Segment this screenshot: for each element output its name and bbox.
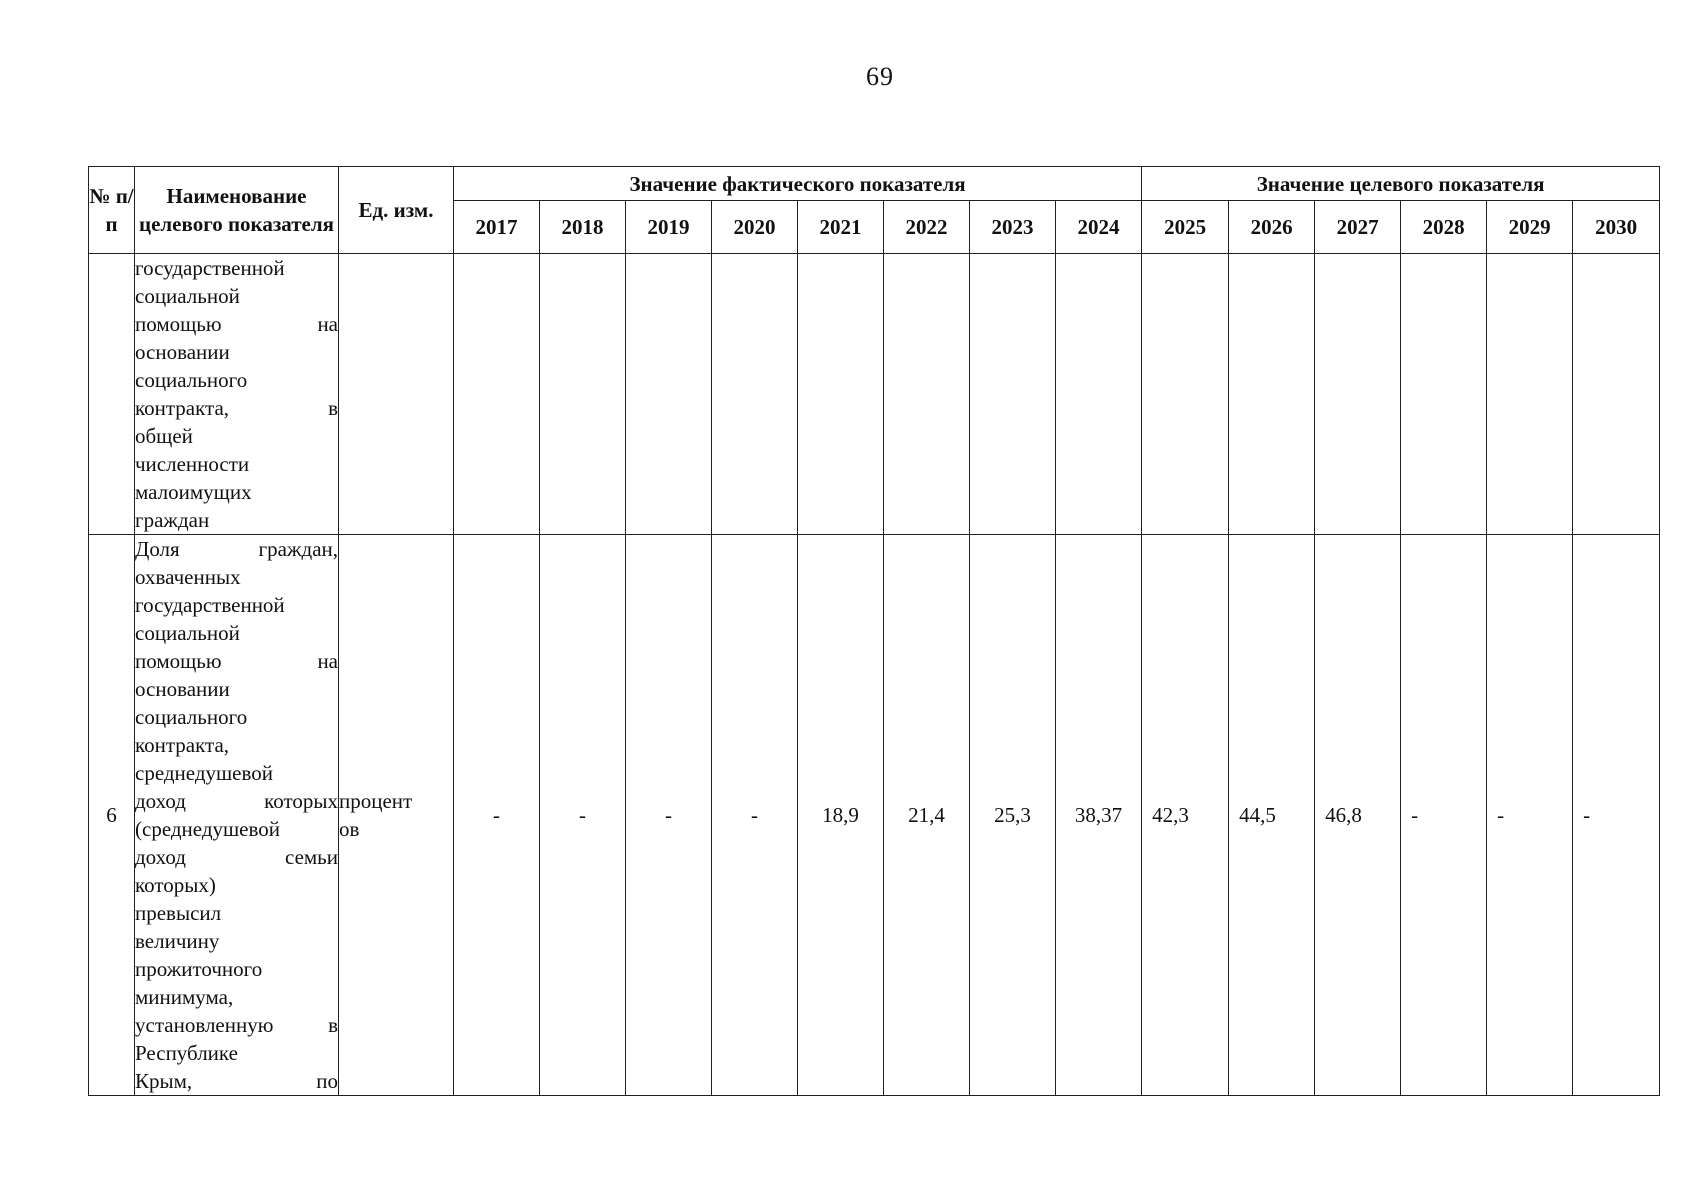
page-number: 69 <box>866 62 894 91</box>
value-cell <box>540 254 626 535</box>
name-line: среднедушевой <box>135 761 274 785</box>
header-year: 2021 <box>798 201 884 254</box>
indicator-name <box>135 535 339 1096</box>
header-year: 2025 <box>1142 201 1229 254</box>
name-line: охваченных <box>135 565 241 589</box>
value-cell: - <box>1487 535 1573 1096</box>
name-line: Доля граждан, <box>135 537 338 561</box>
row-number: 6 <box>89 535 135 1096</box>
value-cell: 38,37 <box>1056 535 1142 1096</box>
unit-line: ов <box>339 817 360 841</box>
name-line: основании <box>135 340 230 364</box>
header-year: 2017 <box>454 201 540 254</box>
header-year: 2029 <box>1487 201 1573 254</box>
header-name: Наименование целевого показателя <box>135 167 339 254</box>
name-line: численности <box>135 452 250 476</box>
header-year: 2022 <box>884 201 970 254</box>
header-year: 2028 <box>1401 201 1487 254</box>
unit-cell <box>339 535 454 1096</box>
name-line: доход которых <box>135 789 338 813</box>
value-cell: - <box>626 535 712 1096</box>
value-cell: - <box>454 535 540 1096</box>
table-row <box>89 254 1660 535</box>
name-line: минимума, <box>135 985 234 1009</box>
name-line: общей <box>135 424 193 448</box>
name-line: социального <box>135 705 248 729</box>
header-year: 2030 <box>1573 201 1660 254</box>
value-cell <box>1401 254 1487 535</box>
name-line: доход семьи <box>135 845 338 869</box>
name-line: установленную в <box>135 1013 338 1037</box>
header-year: 2023 <box>970 201 1056 254</box>
name-line: малоимущих <box>135 480 252 504</box>
table-header <box>89 167 1660 254</box>
header-year: 2020 <box>712 201 798 254</box>
header-year: 2018 <box>540 201 626 254</box>
value-cell <box>626 254 712 535</box>
name-line: прожиточного <box>135 957 263 981</box>
header-year: 2024 <box>1056 201 1142 254</box>
value-cell: - <box>1573 535 1660 1096</box>
value-cell <box>712 254 798 535</box>
name-line: (среднедушевой <box>135 817 281 841</box>
value-cell <box>1573 254 1660 535</box>
name-line: величину <box>135 929 220 953</box>
name-line: государственной <box>135 593 285 617</box>
name-line: социальной <box>135 621 240 645</box>
table-row <box>89 535 1660 1096</box>
value-cell <box>1487 254 1573 535</box>
name-line: Республике <box>135 1041 238 1065</box>
header-actual-group: Значение фактического показателя <box>454 167 1142 201</box>
name-line: контракта, в <box>135 396 338 420</box>
value-cell: - <box>1401 535 1487 1096</box>
value-cell: 25,3 <box>970 535 1056 1096</box>
row-number <box>89 254 135 535</box>
header-year: 2019 <box>626 201 712 254</box>
name-line: превысил <box>135 901 222 925</box>
name-line: которых) <box>135 873 216 897</box>
name-line: помощью на <box>135 649 338 673</box>
name-line: социального <box>135 368 248 392</box>
name-line: граждан <box>135 508 210 532</box>
value-cell <box>1229 254 1315 535</box>
header-unit: Ед. изм. <box>339 167 454 254</box>
name-line: помощью на <box>135 312 338 336</box>
value-cell: 18,9 <box>798 535 884 1096</box>
value-cell: 44,5 <box>1229 535 1315 1096</box>
value-cell <box>1315 254 1401 535</box>
name-line: социальной <box>135 284 240 308</box>
value-cell: 42,3 <box>1142 535 1229 1096</box>
header-year: 2027 <box>1315 201 1401 254</box>
value-cell <box>798 254 884 535</box>
indicator-name <box>135 254 339 535</box>
header-year: 2026 <box>1229 201 1315 254</box>
name-line: основании <box>135 677 230 701</box>
value-cell: 46,8 <box>1315 535 1401 1096</box>
value-cell <box>1056 254 1142 535</box>
unit-cell <box>339 254 454 535</box>
value-cell <box>1142 254 1229 535</box>
name-line: контракта, <box>135 733 230 757</box>
value-cell <box>454 254 540 535</box>
value-cell: - <box>540 535 626 1096</box>
header-target-group: Значение целевого показателя <box>1142 167 1660 201</box>
value-cell <box>970 254 1056 535</box>
name-line: государственной <box>135 256 285 280</box>
value-cell <box>884 254 970 535</box>
name-line: Крым, по <box>135 1069 338 1093</box>
unit-line: процент <box>339 789 413 813</box>
value-cell: 21,4 <box>884 535 970 1096</box>
header-number: № п/п <box>89 167 135 254</box>
indicators-table <box>88 166 1660 1096</box>
value-cell: - <box>712 535 798 1096</box>
